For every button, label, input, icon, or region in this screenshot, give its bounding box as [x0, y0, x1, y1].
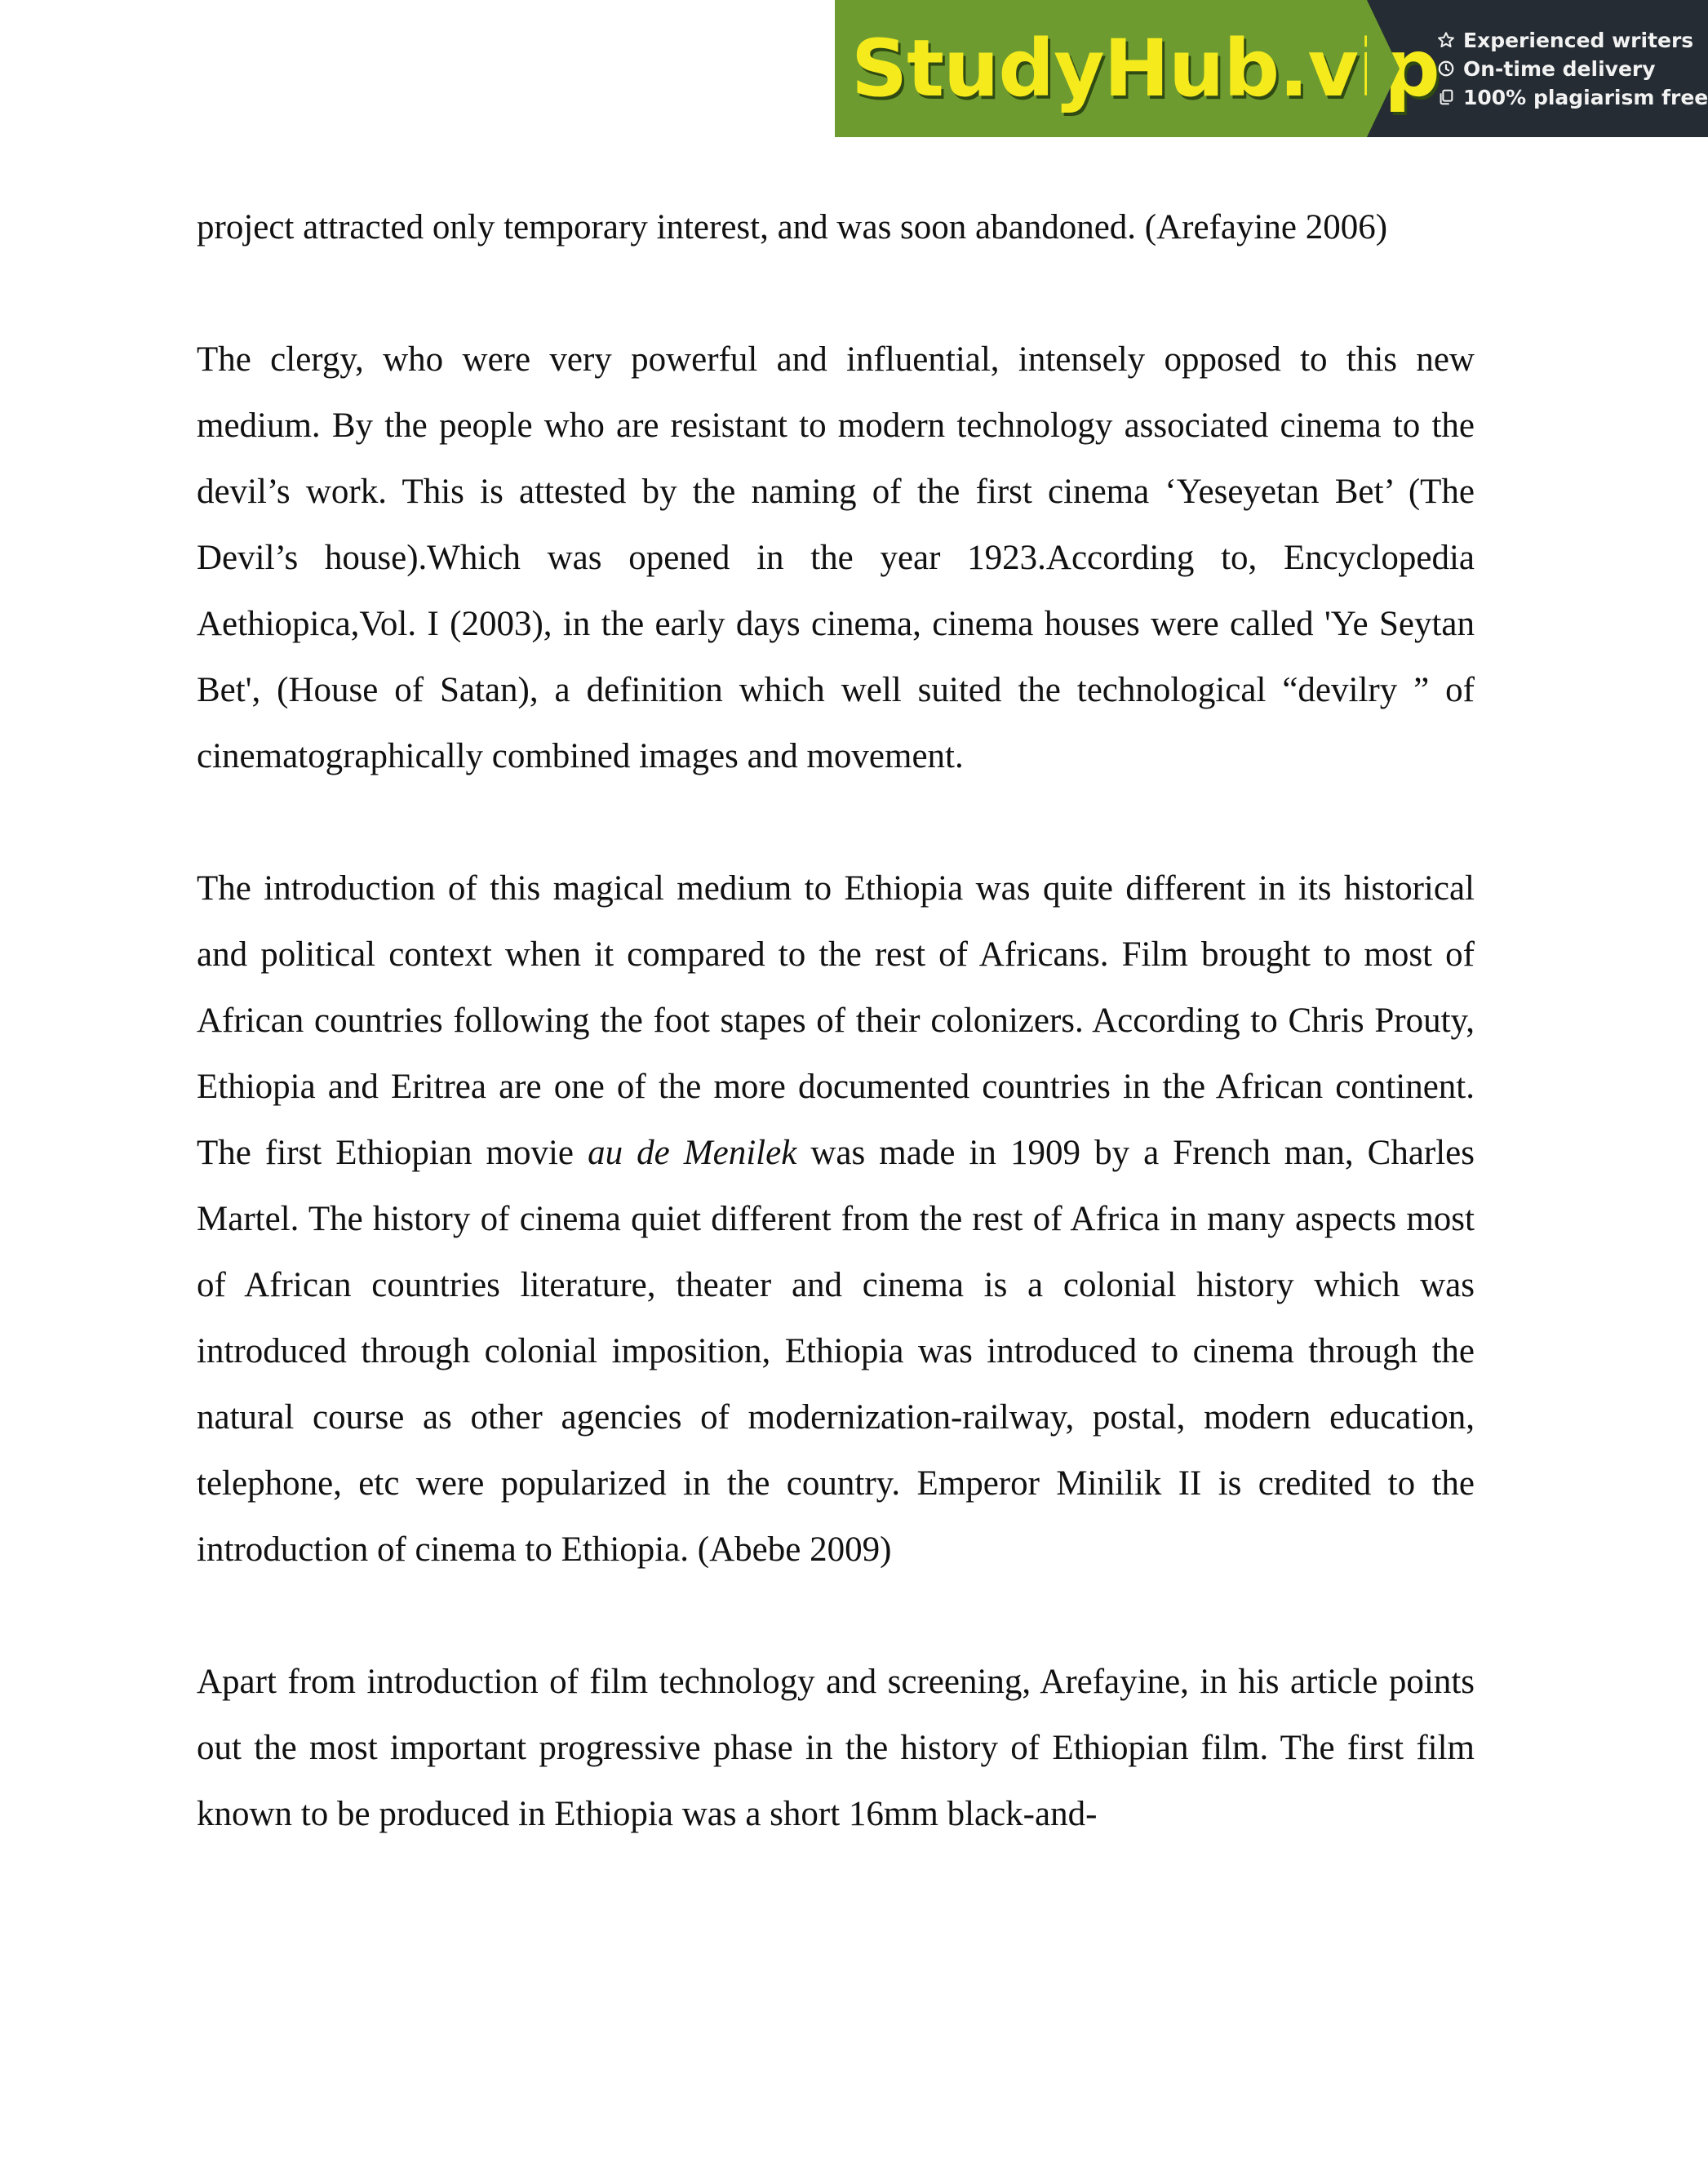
feature-plagiarism-free — [1437, 87, 1708, 108]
brand-logo[interactable] — [835, 0, 1440, 137]
brand-name: StudyHub.vip — [851, 23, 1440, 114]
film-title: au de Menilek — [588, 1134, 797, 1172]
document-body — [197, 194, 1475, 1847]
paragraph-3-text-a: The introduction of this magical medium to Ethiopia was quite different in its historical and political context when it compared to the rest of Africans. Film brought to most of African countries following the foot stapes of their colonizers. According to Chris Prouty, Ethiopia and Eritrea are one of the more documented countries in the African continent. The first Ethiopian movie — [197, 869, 1475, 1172]
feature-experienced-writers — [1437, 30, 1708, 51]
paragraph-1: project attracted only temporary interest, and was soon abandoned. (Arefayine 2006) — [197, 208, 1388, 247]
copy-icon — [1437, 88, 1455, 106]
feature-label: 100% plagiarism free — [1463, 85, 1708, 109]
feature-on-time-delivery — [1437, 56, 1708, 81]
paragraph-3 — [197, 855, 1475, 1583]
clock-icon — [1437, 60, 1455, 78]
paragraph-3-text-b: was made in 1909 by a French man, Charles Martel. The history of cinema quiet different from the rest of Africa in many aspects most of African countries literature, theater and cinema is a colonial history which was introduced through colonial imposition, Ethiopia was introduced to cinema through the natural course as other agencies of modernization-railway, postal, modern education, telephone, etc were popularized in the country. Emperor Minilik II is credited to the introduction of cinema to Ethiopia. (Abebe 2009) — [197, 1134, 1475, 1569]
feature-label: On-time delivery — [1463, 56, 1656, 81]
studyhub-banner[interactable] — [835, 0, 1708, 137]
paragraph-2: The clergy, who were very powerful and influential, intensely opposed to this new medium. By the people who are resistant to modern technology associated cinema to the devil’s work. This is attested by the naming of the first cinema ‘Yeseyetan Bet’ (The Devil’s house).Which was opened in the year 1923.According to, Encyclopedia Aethiopica,Vol. I (2003), in the early days cinema, cinema houses were called 'Ye Seytan Bet', (House of Satan), a definition which well suited the technological “devilry ” of cinematographically combined images and movement. — [197, 340, 1475, 775]
paragraph-4: Apart from introduction of film technology and screening, Arefayine, in his article points out the most important progressive phase in the history of Ethiopian film. The first film known to be produced in Ethiopia was a short 16mm black-and- — [197, 1663, 1475, 1833]
feature-label: Experienced writers — [1463, 28, 1694, 52]
star-icon — [1437, 31, 1455, 49]
